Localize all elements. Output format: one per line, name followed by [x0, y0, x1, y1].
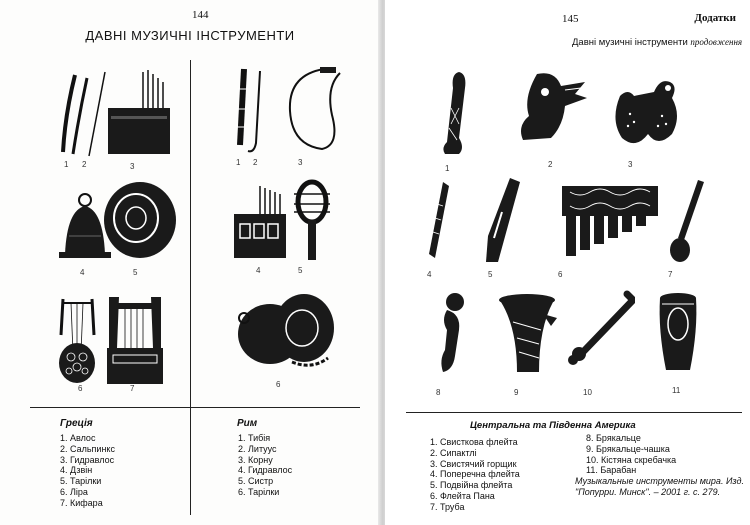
rome-fig-label-1: 1: [236, 158, 241, 167]
rome-list: [238, 433, 292, 498]
americas-item-4: 4. Поперечна флейта: [430, 469, 520, 480]
greece-list: [60, 433, 115, 509]
right-section-divider: [406, 412, 742, 413]
drum-figure: [656, 290, 701, 380]
americas-fig-label-7: 7: [668, 270, 673, 279]
rattle-figure: [435, 290, 470, 375]
greece-fig-label-1: 1: [64, 160, 69, 169]
americas-item-10: 10. Кістяна скребачка: [586, 454, 677, 465]
double-flute-figure: [480, 176, 525, 266]
rome-fig-label-6: 6: [276, 380, 281, 389]
hydraulis-greek-figure: [105, 68, 175, 158]
transverse-flute-figure: [425, 180, 455, 260]
hydraulis-roman-figure: [230, 182, 290, 262]
americas-fig-label-10: 10: [583, 388, 592, 397]
tibia-lituus-cornu-figure: [230, 65, 350, 160]
rome-item-2: 2. Литуус: [238, 443, 277, 454]
cymbals-greek-figure: [100, 178, 180, 263]
greece-item-6: 6. Ліра: [60, 486, 88, 497]
greece-item-4: 4. Дзвін: [60, 465, 93, 476]
americas-fig-label-8: 8: [436, 388, 441, 397]
greece-item-1: 1. Авлос: [60, 433, 96, 443]
right-page-number: 145: [562, 13, 579, 25]
rome-item-1: 1. Тибія: [238, 433, 271, 443]
rome-heading: Рим: [237, 418, 258, 429]
sipactli-figure: [515, 68, 590, 148]
greece-fig-label-6: 6: [78, 384, 83, 393]
americas-heading: Центральна та Південна Америка: [470, 420, 636, 431]
rome-item-5: 5. Систр: [238, 476, 274, 487]
americas-list-col2: [586, 433, 676, 476]
greece-fig-label-7: 7: [130, 384, 135, 393]
right-title-main: Давні музичні інструменти: [572, 37, 688, 48]
trumpet-figure: [668, 178, 708, 263]
greece-item-7: 7. Кифара: [60, 497, 103, 508]
americas-item-6: 6. Флейта Пана: [430, 490, 495, 501]
americas-item-9: 9. Брякальце-чашка: [586, 443, 670, 454]
americas-item-2: 2. Сипактлі: [430, 447, 477, 458]
bone-scraper-figure: [565, 290, 635, 370]
rattle-cup-figure: [495, 292, 560, 377]
greece-fig-label-2: 2: [82, 160, 87, 169]
rome-fig-label-3: 3: [298, 158, 303, 167]
greece-item-3: 3. Гидравлос: [60, 454, 115, 465]
right-page-title: [572, 37, 742, 48]
americas-fig-label-5: 5: [488, 270, 493, 279]
americas-fig-label-9: 9: [514, 388, 519, 397]
greece-fig-label-4: 4: [80, 268, 85, 277]
americas-list-col1: [430, 437, 520, 513]
rome-item-4: 4. Гидравлос: [238, 465, 293, 476]
greece-fig-label-5: 5: [133, 268, 138, 277]
source-citation: Музыкальные инструменты мира. Изд. "Попурри. Минск". – 2001 г. с. 279.: [575, 476, 744, 497]
greece-heading: Греція: [60, 418, 93, 429]
section-divider: [30, 407, 360, 408]
left-page-number: 144: [192, 9, 209, 21]
rome-fig-label-4: 4: [256, 266, 261, 275]
right-page-corner-label: Додатки: [694, 12, 736, 24]
greece-fig-label-3: 3: [130, 162, 135, 171]
rome-fig-label-2: 2: [253, 158, 258, 167]
greece-item-5: 5. Тарілки: [60, 476, 102, 487]
americas-fig-label-11: 11: [672, 386, 681, 395]
left-page-title: ДАВНІ МУЗИЧНІ ІНСТРУМЕНТИ: [85, 28, 295, 43]
whistle-flute-figure: [437, 68, 477, 158]
column-divider: [190, 60, 191, 515]
sistrum-figure: [290, 178, 335, 263]
rome-fig-label-5: 5: [298, 266, 303, 275]
americas-fig-label-3: 3: [628, 160, 633, 169]
americas-item-11: 11. Барабан: [586, 465, 637, 476]
americas-item-7: 7. Труба: [430, 501, 465, 512]
americas-item-3: 3. Свистячий горщик: [430, 458, 517, 469]
cymbals-roman-figure: [232, 288, 342, 378]
greece-item-2: 2. Сальпинкс: [60, 443, 115, 454]
americas-fig-label-6: 6: [558, 270, 563, 279]
americas-item-8: 8. Брякальце: [586, 433, 641, 443]
americas-item-1: 1. Свисткова флейта: [430, 437, 518, 447]
right-title-continued: продовження: [690, 37, 743, 47]
americas-item-5: 5. Подвійна флейта: [430, 480, 513, 491]
kithara-figure: [105, 293, 165, 388]
americas-fig-label-2: 2: [548, 160, 553, 169]
americas-fig-label-4: 4: [427, 270, 432, 279]
whistling-pot-figure: [610, 68, 685, 153]
lyre-figure: [55, 295, 100, 385]
rome-item-3: 3. Корну: [238, 454, 273, 465]
pan-flute-figure: [560, 184, 660, 259]
rome-item-6: 6. Тарілки: [238, 486, 280, 497]
americas-fig-label-1: 1: [445, 164, 450, 173]
